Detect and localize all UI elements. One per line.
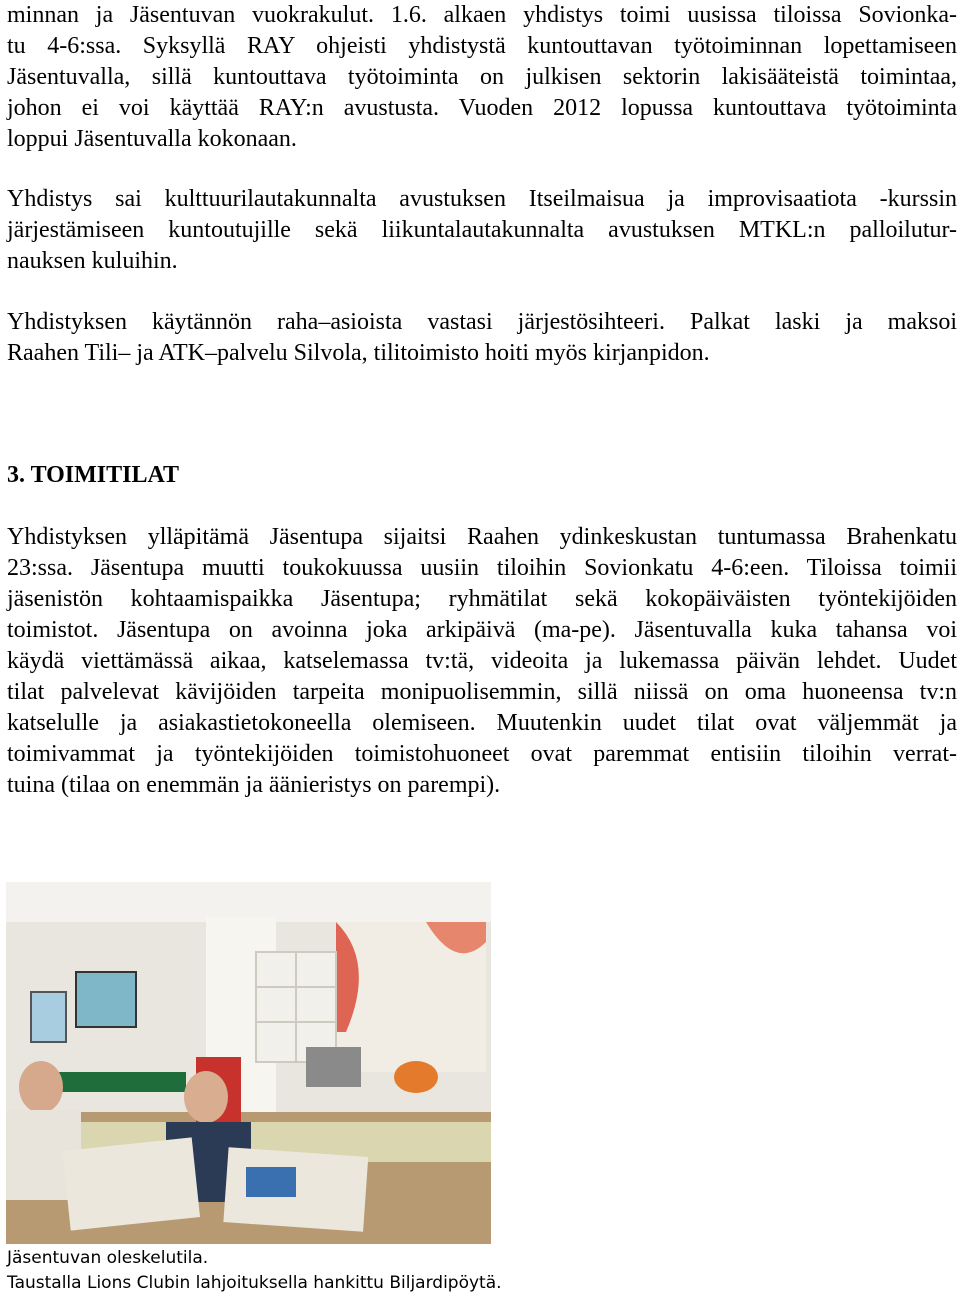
photo-newspaper-image xyxy=(246,1167,296,1197)
caption-line: Taustalla Lions Clubin lahjoituksella hankittu Biljardipöytä. xyxy=(7,1273,502,1293)
photo-person-left-head xyxy=(19,1061,63,1113)
text-line: loppui Jäsentuvalla kokonaan. xyxy=(7,126,297,152)
photo-ceiling xyxy=(6,882,491,922)
text-line: tuina (tilaa on enemmän ja äänieristys on parempi). xyxy=(7,772,501,798)
photo-flowers xyxy=(394,1061,438,1093)
paragraph-grants xyxy=(7,184,957,277)
photo-caption xyxy=(7,1246,502,1296)
text-line: Yhdistys sai kulttuurilautakunnalta avustuksen Itseilmaisua ja improvisaatiota -kurssin xyxy=(7,186,957,212)
text-line: toimivammat ja työntekijöiden toimistohuoneet ovat paremmat entisiin tiloihin verrat- xyxy=(7,741,957,767)
text-line: 23:ssa. Jäsentupa muutti toukokuussa uusiin tiloihin Sovionkatu 4-6:een. Tiloissa toimii xyxy=(7,555,957,581)
text-line: järjestämiseen kuntoutujille sekä liikuntalautakunnalta avustuksen MTKL:n palloilutur- xyxy=(7,217,957,243)
text-line: tilat palvelevat kävijöiden tarpeita monipuolisemmin, sillä niissä on oma huoneensa tv:n xyxy=(7,679,957,705)
text-line: jäsenistön kohtaamispaikka Jäsentupa; ryhmätilat sekä kokopäiväisten työntekijöiden xyxy=(7,586,957,612)
text-line: toimistot. Jäsentupa on avoinna joka arkipäivä (ma-pe). Jäsentuvalla kuka tahansa voi xyxy=(7,617,957,643)
paragraph-finances xyxy=(7,307,957,369)
text-line: katselulle ja asiakastietokoneella olemiseen. Muutenkin uudet tilat ovat väljemmät ja xyxy=(7,710,957,736)
photo-sofa xyxy=(306,1047,361,1087)
lounge-photo-illustration xyxy=(6,882,491,1244)
text-line: johon ei voi käyttää RAY:n avustusta. Vuoden 2012 lopussa kuntouttava työtoiminta xyxy=(7,95,957,121)
photo-person-right-head xyxy=(184,1071,228,1123)
photo-billiard-table xyxy=(46,1072,186,1092)
text-line: minnan ja Jäsentuvan vuokrakulut. 1.6. alkaen yhdistys toimi uusissa tiloissa Sovionka- xyxy=(7,2,957,28)
photo-painting xyxy=(76,972,136,1027)
text-line: Raahen Tili– ja ATK–palvelu Silvola, tilitoimisto hoiti myös kirjanpidon. xyxy=(7,340,710,366)
photo-painting-small xyxy=(31,992,66,1042)
photo-newspaper xyxy=(62,1137,200,1230)
text-line: Yhdistyksen ylläpitämä Jäsentupa sijaitsi Raahen ydinkeskustan tuntumassa Brahenkatu xyxy=(7,524,957,550)
paragraph-rent-and-premises xyxy=(7,0,957,155)
section-heading: 3. TOIMITILAT xyxy=(7,462,180,488)
lounge-photo xyxy=(6,882,491,1244)
text-line: Yhdistyksen käytännön raha–asioista vastasi järjestösihteeri. Palkat laski ja maksoi xyxy=(7,309,957,335)
caption-line: Jäsentuvan oleskelutila. xyxy=(7,1248,209,1268)
text-line: käydä viettämässä aikaa, katselemassa tv:tä, videoita ja lukemassa päivän lehdet. Uudet xyxy=(7,648,957,674)
paragraph-premises xyxy=(7,522,957,801)
text-line: tu 4-6:ssa. Syksyllä RAY ohjeisti yhdistystä kuntouttavan työtoiminnan lopettamiseen xyxy=(7,33,957,59)
text-line: Jäsentuvalla, sillä kuntouttava työtoiminta on julkisen sektorin lakisääteistä toimintaa, xyxy=(7,64,957,90)
text-line: nauksen kuluihin. xyxy=(7,248,178,274)
